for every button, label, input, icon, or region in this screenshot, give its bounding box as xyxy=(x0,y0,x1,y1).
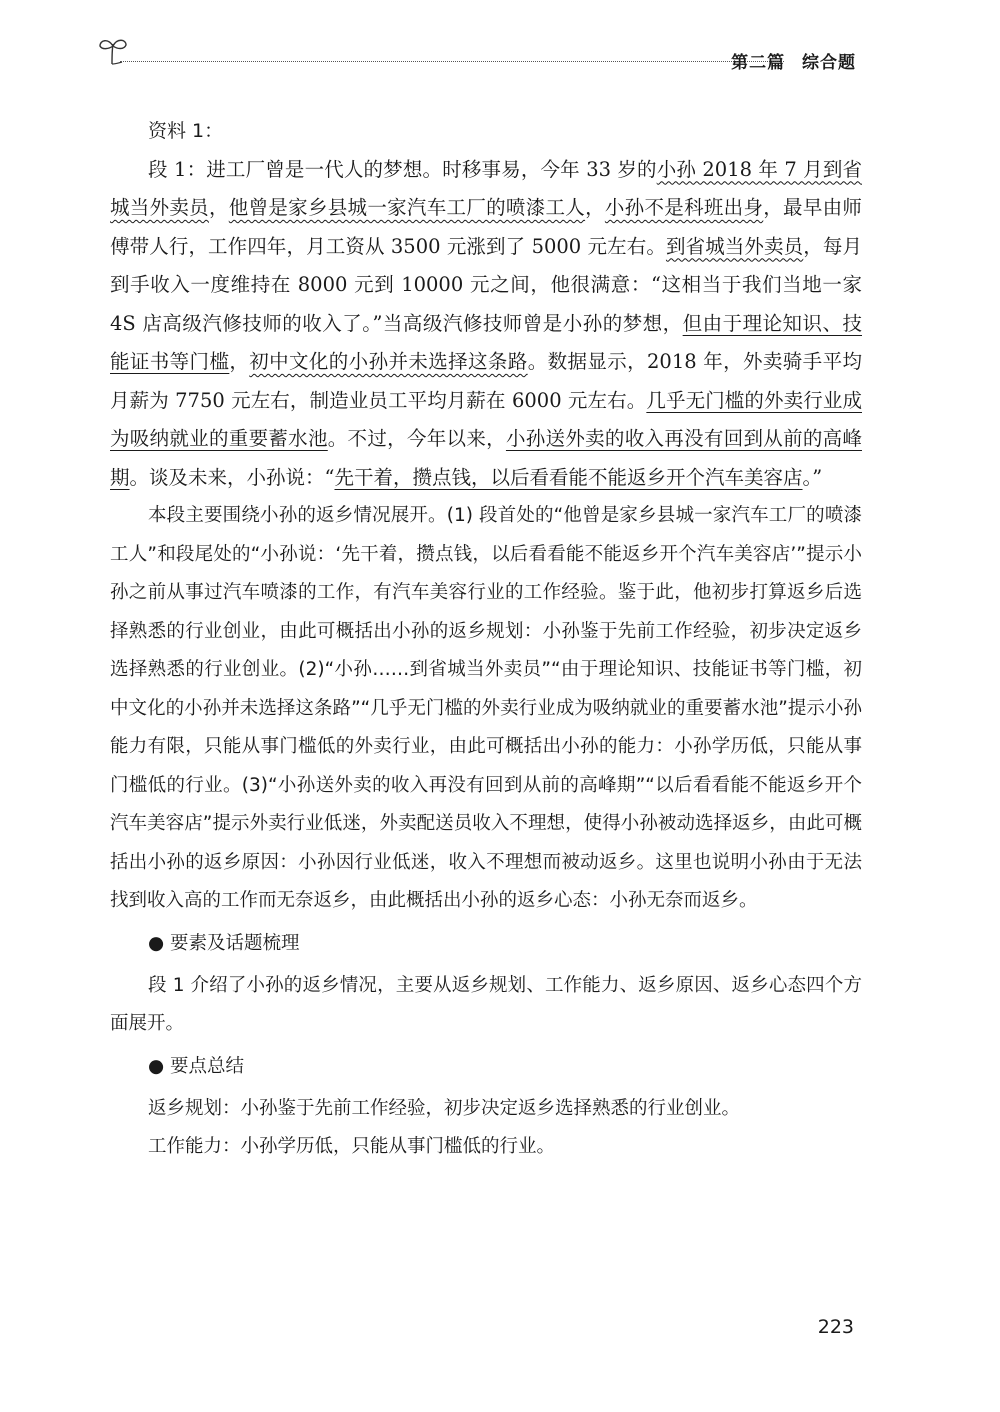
text-run: 。数据显示，2018 年，外卖骑手平均月薪为 7750 元左右，制造业员工平均月薪在 6000 元左右。 xyxy=(110,350,862,412)
wavy-underlined-text: 小孙不是科班出身 xyxy=(604,196,764,219)
underlined-text: 小孙送外卖的收入再没有回到从前的高峰期 xyxy=(110,427,862,489)
underlined-text: 但由于理论知识、技能证书等门槛 xyxy=(110,311,862,373)
text-run: 。谈及未来，小孙说：“ xyxy=(129,465,335,489)
summary-text: 段 1 介绍了小孙的返乡情况，主要从返乡规划、工作能力、返乡原因、返乡心态四个方面展开。 xyxy=(110,974,862,1034)
key-point: 工作能力：小孙学历低，只能从事门槛低的行业。 xyxy=(148,1136,556,1157)
header-divider xyxy=(120,61,784,62)
page-content xyxy=(110,112,862,1167)
section-title: 第二篇 综合题 xyxy=(731,53,856,73)
page-number: 223 xyxy=(817,1316,854,1338)
text-run: ， xyxy=(585,196,605,219)
key-point: 返乡规划：小孙鉴于先前工作经验，初步决定返乡选择熟悉的行业创业。 xyxy=(148,1097,741,1119)
section-heading: ● 要素及话题梳理 xyxy=(148,932,300,954)
section-heading: ● 要点总结 xyxy=(148,1055,245,1077)
source-paragraph xyxy=(110,151,862,498)
underlined-text: 几乎无门槛的外卖行业成为吸纳就业的重要蓄水池 xyxy=(110,388,862,450)
text-run: ，最早由师傅带人行，工作四年，月工资从 3500 元涨到了 5000 元左右。 xyxy=(110,196,862,258)
material-label: 资料 1： xyxy=(148,120,224,142)
analysis-paragraph: 本段主要围绕小孙的返乡情况展开。(1) 段首处的“他曾是家乡县城一家汽车工厂的喷漆工人”和段尾处的“小孙说：‘先干着，攒点钱，以后看看能不能返乡开个汽车美容店’”提示小孙之前从事过汽车喷漆的工作，有汽车美容行业的工作经验。鉴于此，他初步打算返乡后选择熟悉的行业创业，由此可概括出小孙的返乡规划：小孙鉴于先前工作经验，初步决定返乡选择熟悉的行业创业。(2)“小孙……到省城当外卖员”“由于理论知识、技能证书等门槛，初中文化的小孙并未选择这条路”“几乎无门槛的外卖行业成为吸纳就业的重要蓄水池”提示小孙能力有限，只能从事门槛低的外卖行业，由此可概括出小孙的能力：小孙学历低，只能从事门槛低的行业。(3)“小孙送外卖的收入再没有回到从前的高峰期”“以后看看能不能返乡开个汽车美容店”提示外卖行业低迷，外卖配送员收入不理想，使得小孙被动选择返乡，由此可概括出小孙的返乡原因：小孙因行业低迷，收入不理想而被动返乡。这里也说明小孙由于无法找到收入高的工作而无奈返乡，由此概括出小孙的返乡心态：小孙无奈而返乡。 xyxy=(110,505,862,911)
wavy-underlined-text: 小孙 2018 年 7 月到省城当外卖员 xyxy=(110,157,862,219)
text-run: 段 1：进工厂曾是一代人的梦想。时移事易，今年 33 岁的 xyxy=(148,157,657,181)
wavy-underlined-text: 他曾是家乡县城一家汽车工厂的喷漆工人 xyxy=(228,196,586,219)
underlined-text: 先干着，攒点钱，以后看看能不能返乡开个汽车美容店 xyxy=(334,465,803,489)
sprout-icon xyxy=(96,34,130,68)
text-run: ， xyxy=(229,350,250,373)
text-run: ， xyxy=(208,196,229,219)
wavy-underlined-text: 到省城当外卖员 xyxy=(665,234,804,258)
text-run: 。不过，今年以来， xyxy=(327,427,506,450)
text-run: ，每月到手收入一度维持在 8000 元到 10000 元之间，他很满意：“这相当于我们当地一家 4S 店高级汽修技师的收入了。”当高级汽修技师曾是小孙的梦想， xyxy=(110,234,862,335)
text-run: 。” xyxy=(802,465,823,489)
wavy-underlined-text: 初中文化的小孙并未选择这条路 xyxy=(249,350,528,373)
page-header xyxy=(96,34,856,74)
